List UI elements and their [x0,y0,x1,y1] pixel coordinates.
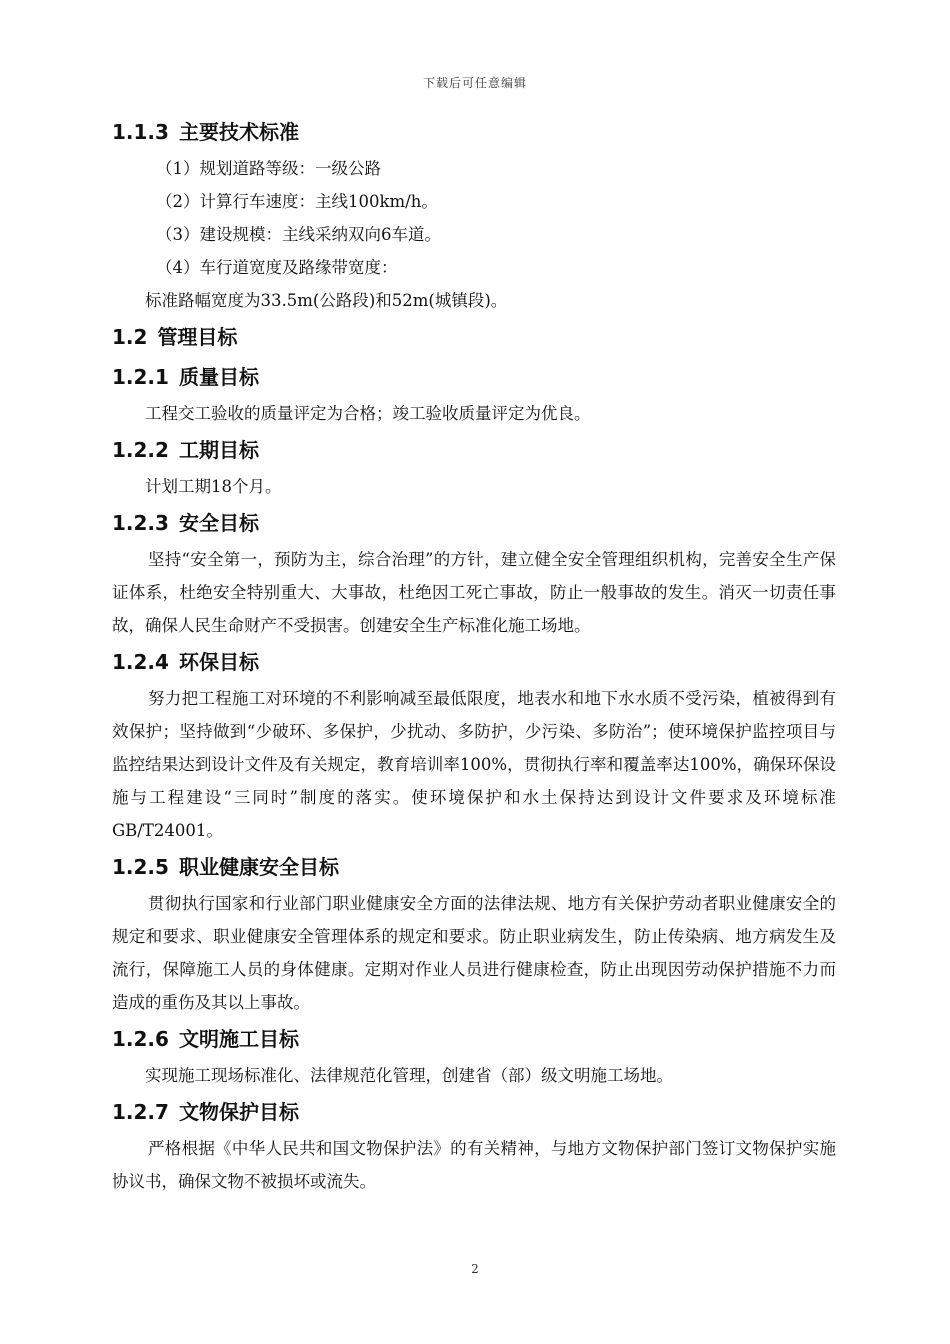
section-heading-1-2-6 [112,1019,836,1059]
section-number: 1.2.4 [112,650,169,674]
section-title: 职业健康安全目标 [178,855,339,879]
section-number: 1.2 [112,325,148,349]
section-number: 1.2.6 [112,1027,169,1051]
section-heading-1-1-3 [112,112,836,152]
section-number: 1.2.1 [112,365,169,389]
list-item: （4）车行道宽度及路缘带宽度： [156,258,398,277]
document-body [112,112,836,1198]
list-item: （1）规划道路等级：一级公路 [156,159,381,178]
section-title: 工期目标 [178,438,259,462]
body-paragraph: 坚持“安全第一，预防为主，综合治理”的方针，建立健全安全管理组织机构，完善安全生产保证体系，杜绝安全特别重大、大事故，杜绝因工死亡事故，防止一般事故的发生。消灭一切责任事故，确保人民生命财产不受损害。创建安全生产标准化施工场地。 [112,550,836,635]
section-number: 1.2.2 [112,438,169,462]
section-title: 文物保护目标 [178,1100,299,1124]
section-number: 1.1.3 [112,120,169,144]
section-number: 1.2.5 [112,855,169,879]
body-paragraph: 标准路幅宽度为33.5m(公路段)和52m(城镇段)。 [145,291,508,310]
body-paragraph: 严格根据《中华人民共和国文物保护法》的有关精神，与地方文物保护部门签订文物保护实施协议书，确保文物不被损坏或流失。 [112,1139,836,1191]
body-paragraph: 工程交工验收的质量评定为合格；竣工验收质量评定为优良。 [145,404,591,423]
section-heading-1-2-3 [112,503,836,543]
section-title: 文明施工目标 [178,1027,299,1051]
body-paragraph: 努力把工程施工对环境的不利影响减至最低限度，地表水和地下水水质不受污染，植被得到有效保护；坚持做到“少破环、多保护，少扰动、多防护，少污染、多防治”；使环境保护监控项目与监控结果达到设计文件及有关规定，教育培训率100%，贯彻执行率和覆盖率达100%，确保环保设施与工程建设“三同时”制度的落实。使环境保护和水土保持达到设计文件要求及环境标准GB/T24001。 [112,689,836,840]
section-title: 安全目标 [178,511,259,535]
page-number: 2 [471,1262,479,1276]
section-number: 1.2.7 [112,1100,169,1124]
section-heading-1-2-7 [112,1092,836,1132]
section-heading-1-2-5 [112,847,836,887]
section-title: 管理目标 [157,325,238,349]
section-title: 环保目标 [178,650,259,674]
section-heading-1-2 [112,317,836,357]
section-number: 1.2.3 [112,511,169,535]
page-header: 下载后可任意编辑 [422,76,527,90]
section-title: 主要技术标准 [178,120,299,144]
body-paragraph: 实现施工现场标准化、法律规范化管理，创建省（部）级文明施工场地。 [145,1066,673,1085]
body-paragraph: 计划工期18个月。 [145,477,282,496]
section-title: 质量目标 [178,365,259,389]
list-item: （2）计算行车速度：主线100km/h。 [156,192,438,211]
section-heading-1-2-4 [112,642,836,682]
list-item: （3）建设规模：主线采纳双向6车道。 [156,225,441,244]
body-paragraph: 贯彻执行国家和行业部门职业健康安全方面的法律法规、地方有关保护劳动者职业健康安全的规定和要求、职业健康安全管理体系的规定和要求。防止职业病发生，防止传染病、地方病发生及流行，保障施工人员的身体健康。定期对作业人员进行健康检查，防止出现因劳动保护措施不力而造成的重伤及其以上事故。 [112,894,836,1012]
section-heading-1-2-1 [112,357,836,397]
section-heading-1-2-2 [112,430,836,470]
